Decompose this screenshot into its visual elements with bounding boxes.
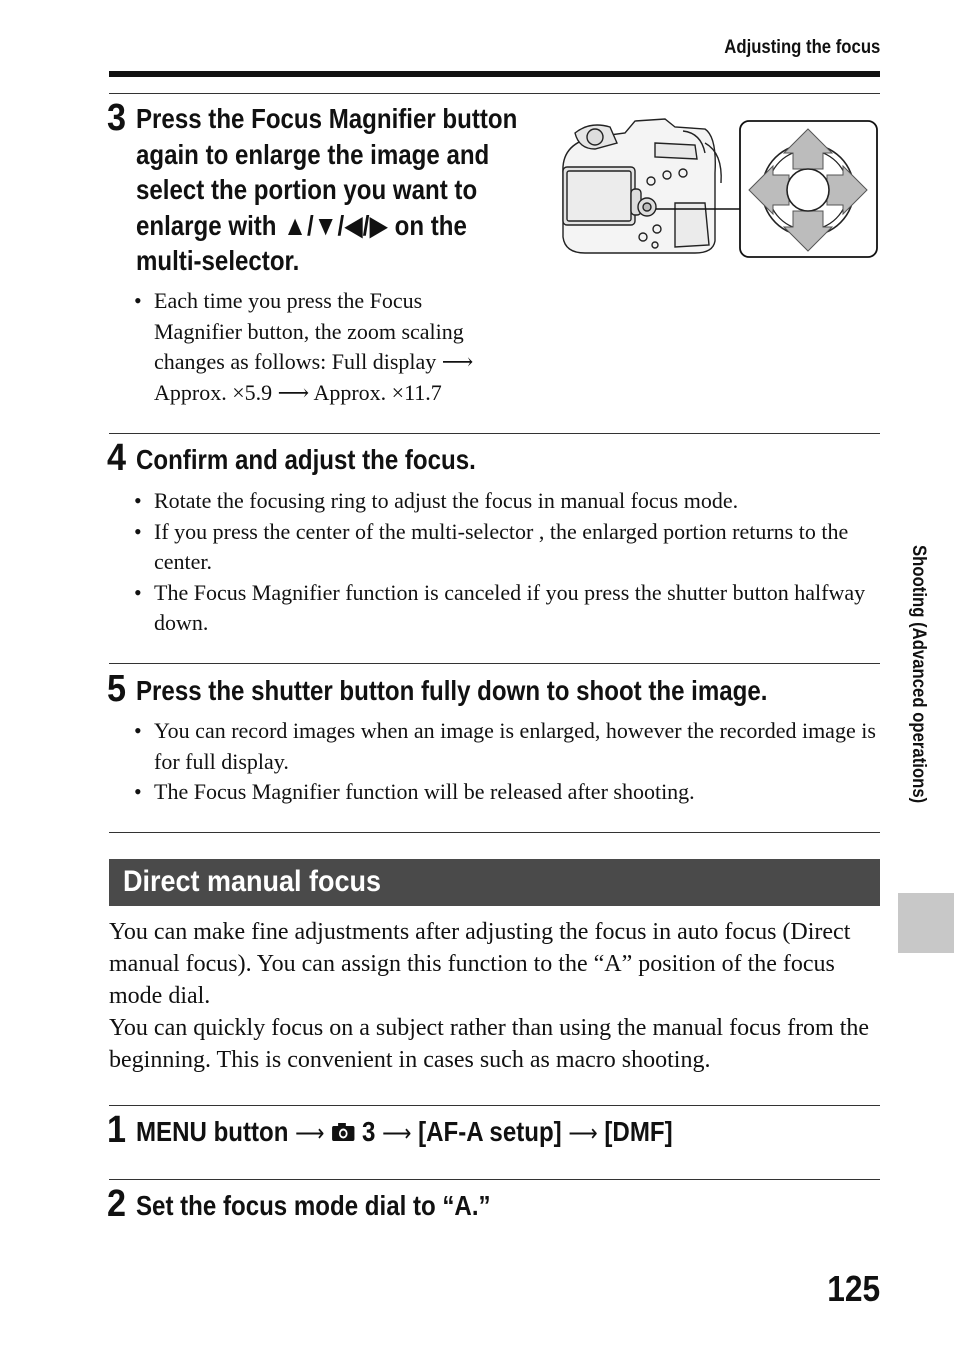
step-1-heading <box>136 1114 673 1152</box>
arrow-icon: ⟶ <box>382 1120 412 1147</box>
divider <box>109 663 880 664</box>
section-paragraph-2: You can quickly focus on a subject rather than using the manual focus from the beginning. This is convenient in cases such as macro shooting. <box>109 1015 870 1073</box>
step-3-heading: Press the Focus Magnifier button again to enlarge the image and select the portion you want to enlarge with ▲/▼/◀/▶ on the multi-selector. <box>136 103 518 276</box>
step-4-number: 4 <box>107 437 127 479</box>
menu-item-af-a-setup: [AF-A setup] <box>418 1116 562 1147</box>
menu-button-label: MENU button <box>136 1116 289 1147</box>
section-paragraph-1: You can make fine adjustments after adjusting the focus in auto focus (Direct manual focus). You can assign this function to the “A” position of the focus mode dial. <box>109 919 851 1009</box>
divider <box>109 433 880 434</box>
step-2-heading: Set the focus mode dial to “A.” <box>136 1190 491 1221</box>
chapter-side-label: Shooting (Advanced operations) <box>908 545 929 804</box>
list-item: • If you press the center of the multi-selector , the enlarged portion returns to the center. <box>134 517 880 578</box>
menu-tab-number: 3 <box>361 1116 376 1147</box>
chapter-tab-marker <box>898 893 954 953</box>
list-item: • You can record images when an image is enlarged, however the recorded image is for full display. <box>134 716 880 777</box>
step-5-bullets <box>134 716 880 808</box>
section-title: Direct manual focus <box>123 865 382 898</box>
step-4-heading: Confirm and adjust the focus. <box>136 444 476 475</box>
running-header: Adjusting the focus <box>723 37 880 58</box>
step-5-heading: Press the shutter button fully down to shoot the image. <box>136 675 768 706</box>
list-item: • Rotate the focusing ring to adjust the focus in manual focus mode. <box>134 486 880 517</box>
camera-illustration <box>555 113 880 261</box>
divider <box>109 1105 880 1106</box>
section-header <box>109 859 880 906</box>
list-item: • The Focus Magnifier function will be released after shooting. <box>134 777 880 808</box>
list-item: • Each time you press the Focus Magnifier button, the zoom scaling changes as follows: Full display ⟶ Approx. ×5.9 ⟶ Approx. ×11.7 <box>134 286 514 408</box>
divider <box>109 832 880 833</box>
step-1-number: 1 <box>107 1109 127 1151</box>
camera-shooting-icon <box>331 1122 355 1142</box>
header-rule <box>109 71 880 77</box>
step-5-number: 5 <box>107 668 127 710</box>
menu-item-dmf: [DMF] <box>604 1116 673 1147</box>
arrow-icon: ⟶ <box>295 1120 325 1147</box>
step-4-bullets <box>134 486 880 639</box>
list-item: • The Focus Magnifier function is canceled if you press the shutter button halfway down. <box>134 578 880 639</box>
step-2-number: 2 <box>107 1183 127 1225</box>
arrow-icon: ⟶ <box>568 1120 598 1147</box>
divider <box>109 1179 880 1180</box>
step-3-number: 3 <box>107 97 127 139</box>
divider <box>109 93 880 94</box>
step-3-bullets <box>134 286 514 408</box>
page-number: 125 <box>827 1268 880 1309</box>
